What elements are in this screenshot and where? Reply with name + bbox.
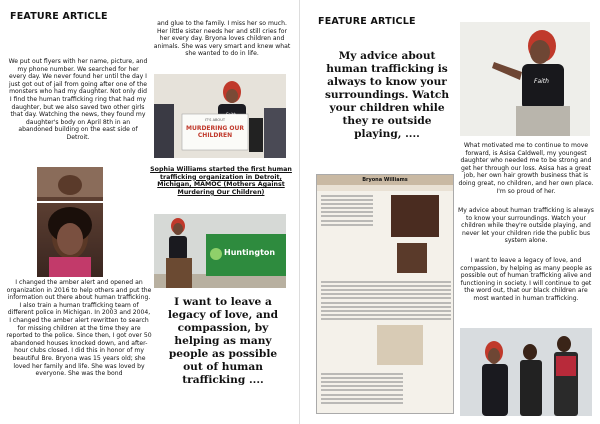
right-page xyxy=(300,0,600,424)
web-photo-3 xyxy=(377,325,423,365)
left-para-1: We put out flyers with her name, picture, and my phone number. We searched for her every day. We never found her until the day I just got out of jail from going after one of the monsters who had my daughter. Not only did I find the human trafficking ring that had my daughter, but we also saved two other girls that day. Watching the news, they found my daughter's body on April 8th in an abandoned building on the east side of Detroit. xyxy=(8,58,148,141)
web-photo-2 xyxy=(397,243,427,273)
right-header: FEATURE ARTICLE xyxy=(318,16,416,27)
speaker-photo xyxy=(460,22,590,136)
sign-photo xyxy=(154,74,286,158)
left-quote: I want to leave a legacy of love, and compassion, by helping as many people as possible out of human trafficking .... xyxy=(168,296,278,386)
left-para-3: and glue to the family. I miss her so much. Her little sister needs her and still cries for her every day. Bryona loves children and animals. She was very smart and knew what she wanted to do in life. xyxy=(153,20,291,58)
banner-text: Huntington xyxy=(224,248,276,257)
sign-text: MURDERING OUR CHILDREN xyxy=(185,125,245,139)
memorial-webpage-image xyxy=(316,174,454,414)
right-quote: My advice about human trafficking is always to know your surroundings. Watch your children while they re outside playing, .... xyxy=(324,50,450,140)
sign-small-text: IT'S ABOUT xyxy=(204,118,226,122)
podium-photo xyxy=(154,214,286,288)
shirt-text-left: Faith xyxy=(226,112,236,117)
left-header: FEATURE ARTICLE xyxy=(10,11,108,22)
web-title: Bryona Williams xyxy=(317,175,453,185)
web-photo-1 xyxy=(391,195,439,237)
bryona-photo xyxy=(37,167,103,277)
shirt-text-right: Faith xyxy=(534,78,549,85)
right-para-1: What motivated me to continue to move forward, is Asisa Caldwell, my youngest daughter who needed me to be strong and get her through our loss. Asisa has a great job, her own hair growth business that is doing great, no children, and her own place. I'm so proud of her. xyxy=(458,142,594,195)
group-photo xyxy=(460,328,592,416)
right-para-2: My advice about human trafficking is always to know your surroundings. Watch your children while they're outside playing, and never let your children ride the public bus system alone. xyxy=(458,207,594,245)
right-para-3: I want to leave a legacy of love, and compassion, by helping as many people as possible out of human trafficking alive and functioning in society. I will continue to get the word out, that our black children are most wanted in human trafficking. xyxy=(460,257,592,302)
left-para-2: I changed the amber alert and opened an organization in 2016 to help others and put the information out there about human trafficking. I also train a human trafficking team of different police in Michigan. In 2003 and 2004, I changed the amber alert rewritten to search for missing children at the time they are reported to the police. Since then, I got over 50 abandoned houses knocked down, and after-hour clubs closed. I did this in honor of my beautiful Bre. Bryona was 15 years old; she loved her family and life. She was loved by everyone. She was the bond xyxy=(6,279,152,378)
photo-caption: Sophia Williams started the first human trafficking organization in Detroit, Michigan, MAMOC (Mothers Against Murdering Our Children) xyxy=(150,166,292,196)
